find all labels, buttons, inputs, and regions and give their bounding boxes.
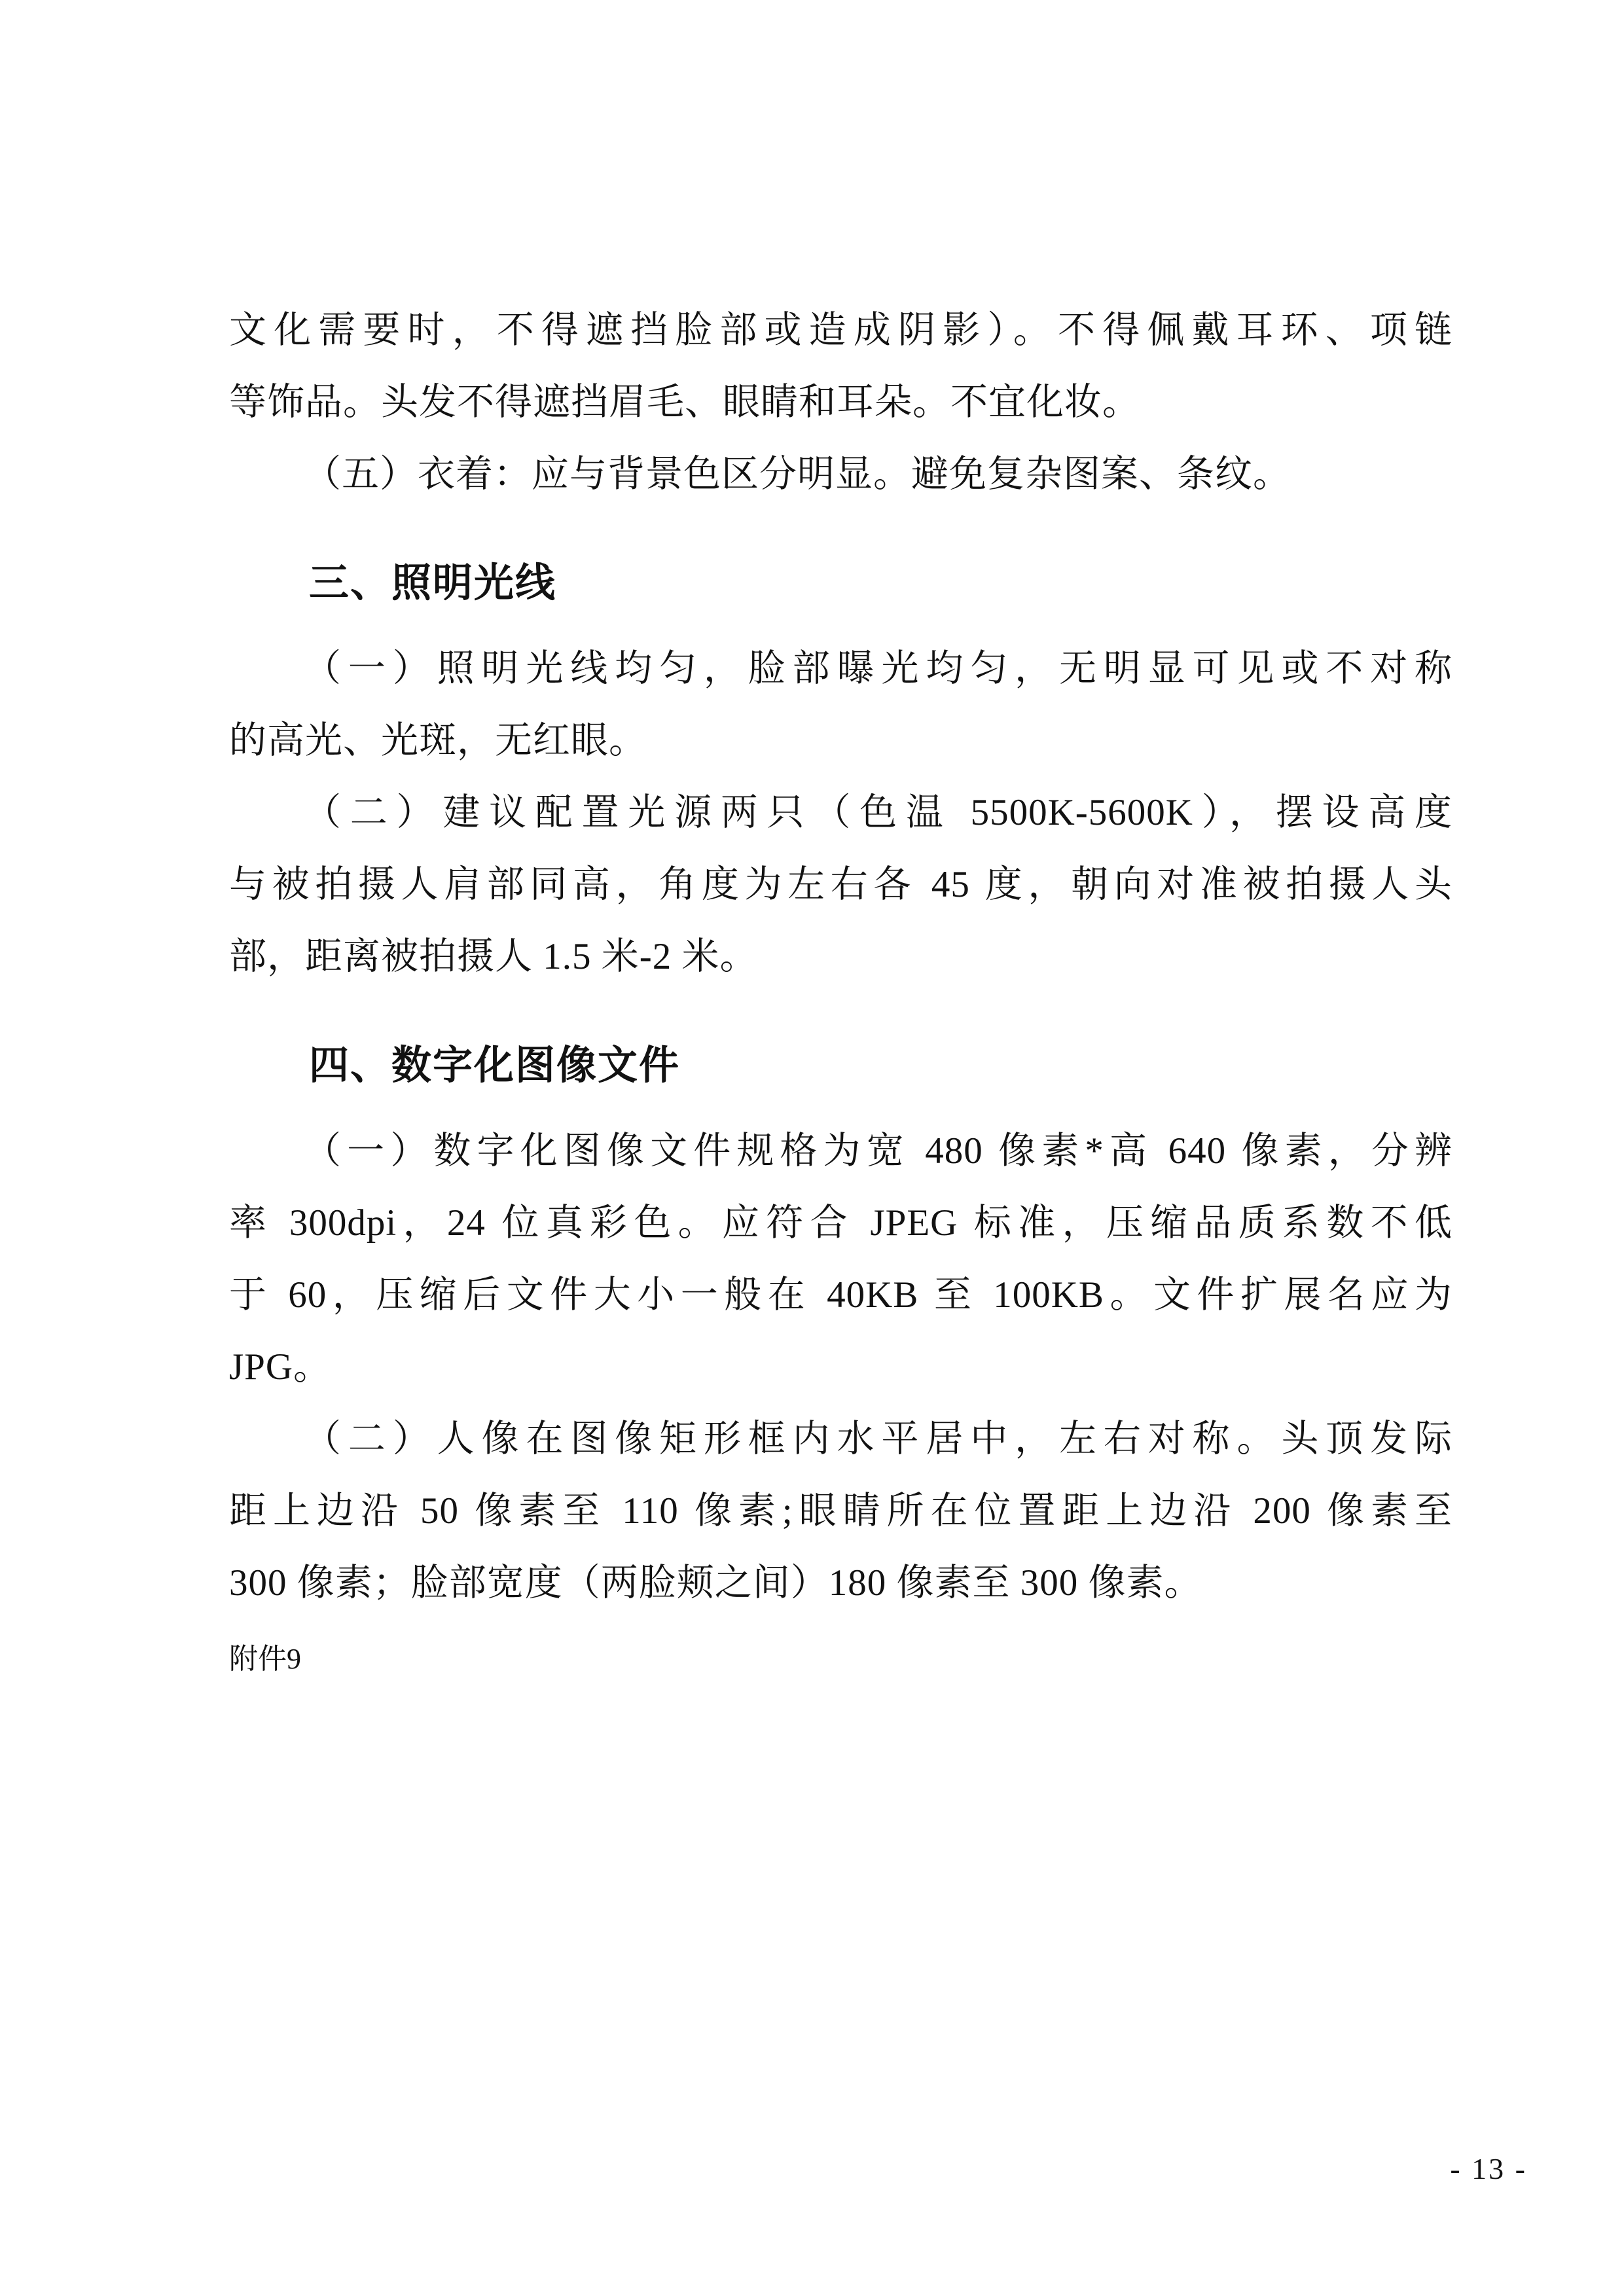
page-number: - 13 - — [1450, 2152, 1527, 2185]
section-heading — [229, 1029, 1453, 1101]
text-line: 部，距离被拍摄人 1.5 米-2 米。 — [229, 936, 758, 977]
heading-line: 四、数字化图像文件 — [309, 1043, 681, 1087]
text-line: 文化需要时，不得遮挡脸部或造成阴影）。不得佩戴耳环、项链 — [229, 310, 1453, 351]
attachment-note: 附件9 — [229, 1643, 301, 1675]
text-line: （二）人像在图像矩形框内水平居中，左右对称。头顶发际 — [304, 1418, 1453, 1460]
text-line: 的高光、光斑，无红眼。 — [229, 720, 647, 761]
text-line: （二）建议配置光源两只（色温 5500K-5600K），摆设高度 — [304, 792, 1453, 833]
paragraph — [229, 439, 1453, 511]
text-line: 300 像素；脸部宽度（两脸颊之间）180 像素至 300 像素。 — [229, 1562, 1202, 1604]
paragraph — [229, 633, 1453, 777]
text-line: （一）照明光线均匀，脸部曝光均匀，无明显可见或不对称 — [304, 648, 1453, 689]
text-line: 率 300dpi，24 位真彩色。应符合 JPEG 标准，压缩品质系数不低 — [229, 1202, 1453, 1244]
text-line: （五）衣着：应与背景色区分明显。避免复杂图案、条纹。 — [304, 454, 1291, 495]
text-line: 等饰品。头发不得遮挡眉毛、眼睛和耳朵。不宜化妆。 — [229, 382, 1140, 423]
text-line: 于 60，压缩后文件大小一般在 40KB 至 100KB。文件扩展名应为 — [229, 1274, 1453, 1316]
section-heading — [229, 547, 1453, 619]
paragraph — [229, 1403, 1453, 1619]
paragraph — [229, 1115, 1453, 1403]
paragraph — [229, 777, 1453, 993]
document-blocks — [229, 295, 1453, 1681]
text-line: （一）数字化图像文件规格为宽 480 像素*高 640 像素，分辨 — [304, 1130, 1453, 1172]
text-line: 距上边沿 50 像素至 110 像素;眼睛所在位置距上边沿 200 像素至 — [229, 1490, 1453, 1532]
text-line: JPG。 — [229, 1346, 332, 1388]
paragraph — [229, 295, 1453, 439]
heading-line: 三、照明光线 — [309, 560, 557, 605]
text-line: 与被拍摄人肩部同高，角度为左右各 45 度，朝向对准被拍摄人头 — [229, 864, 1453, 905]
